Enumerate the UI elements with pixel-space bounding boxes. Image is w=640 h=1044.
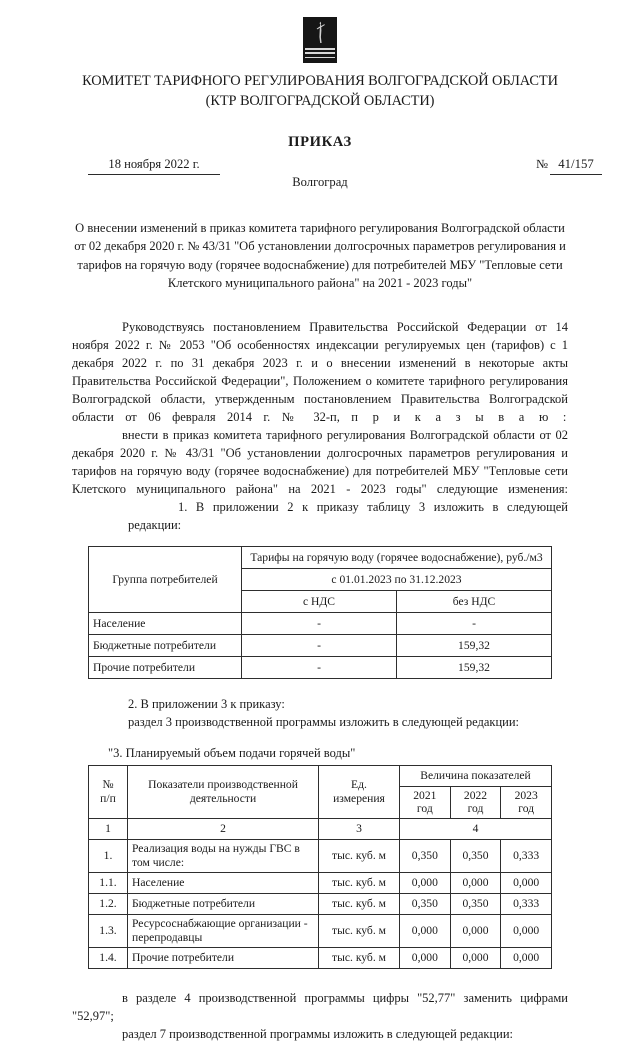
volume-row-no: 1.3. <box>89 915 128 948</box>
volume-row-2023: 0,333 <box>501 894 552 915</box>
volume-col-year-2023: 2023 год <box>501 786 552 819</box>
volume-row-name: Бюджетные потребители <box>128 894 319 915</box>
emblem-band <box>305 48 335 50</box>
volume-col-year-2022: 2022 год <box>450 786 501 819</box>
document-date: 18 ноября 2022 г. <box>88 157 220 175</box>
coat-of-arms-icon <box>303 17 337 63</box>
volume-row-unit: тыс. куб. м <box>319 915 400 948</box>
volume-row-2022: 0,000 <box>450 873 501 894</box>
organization-title <box>0 72 640 112</box>
tail-line-1: в разделе 4 производственной программы цифры "52,77" заменить цифрами <box>122 990 568 1005</box>
volume-col-values-header: Величина показателей <box>400 765 552 786</box>
tariff-col-period: с 01.01.2023 по 31.12.2023 <box>242 569 552 591</box>
tariff-row-group: Население <box>89 613 242 635</box>
volume-row-name: Прочие потребители <box>128 947 319 968</box>
volume-row-2023: 0,000 <box>501 915 552 948</box>
volume-col-name-line1: Показатели производственной <box>148 778 298 791</box>
volume-col-unit-header <box>319 765 400 819</box>
volume-row-2022: 0,000 <box>450 947 501 968</box>
section-3-title: "3. Планируемый объем подачи горячей воды" <box>108 745 356 760</box>
volume-row-unit: тыс. куб. м <box>319 947 400 968</box>
volume-row-no: 1.1. <box>89 873 128 894</box>
statue-figure-icon <box>316 21 325 48</box>
table-row <box>89 635 552 657</box>
volume-row-2022: 0,000 <box>450 915 501 948</box>
table-row <box>89 840 552 873</box>
volume-col-name-header <box>128 765 319 819</box>
tail-line-2: "52,97"; <box>72 1009 114 1024</box>
volume-col-unit-line2: измерения <box>333 791 385 805</box>
tariff-row-without-vat: - <box>397 613 552 635</box>
document-body <box>72 318 568 534</box>
volume-row-name: Реализация воды на нужды ГВС в том числе: <box>128 840 319 873</box>
tariff-row-with-vat: - <box>242 613 397 635</box>
table-row <box>89 613 552 635</box>
volume-row-2022: 0,350 <box>450 840 501 873</box>
body-paragraph-1-text: Руководствуясь постановлением Правительства Российской Федерации от 14 ноября 2022 г. № 2053 "Об особенностях индексации регулируемых цен (тарифов) с 1 декабря 2022 г. по 31 декабря 2023 г. и о внесении изменений в некоторые акты Правительства Российской Федерации", Положением о комитете тарифного регулирования Волгоградской области, утвержденным постановлением Правительства Волгоградской области от 06 февраля 2014 г. № 32-п, <box>72 320 568 425</box>
body-paragraph-1 <box>72 318 568 426</box>
document-meta-row <box>0 157 640 191</box>
volume-col-no-header <box>89 765 128 819</box>
document-kind-heading: ПРИКАЗ <box>288 133 352 150</box>
body-item-2-line2: раздел 3 производственной программы изложить в следующей редакции: <box>128 715 520 730</box>
volume-row-2021: 0,000 <box>400 947 451 968</box>
volume-row-no: 1.2. <box>89 894 128 915</box>
volume-row-name: Ресурсоснабжающие организации - перепродавцы <box>128 915 319 948</box>
volume-row-unit: тыс. куб. м <box>319 873 400 894</box>
document-item-2 <box>72 695 568 731</box>
table-row <box>89 657 552 679</box>
volume-col-no-line1: № <box>102 778 114 791</box>
tariff-col-without-vat: без НДС <box>397 591 552 613</box>
tariff-row-group: Бюджетные потребители <box>89 635 242 657</box>
volume-numbering-4: 4 <box>400 819 552 840</box>
tariff-col-with-vat: с НДС <box>242 591 397 613</box>
volume-row-2021: 0,350 <box>400 840 451 873</box>
organization-name-line1: КОМИТЕТ ТАРИФНОГО РЕГУЛИРОВАНИЯ ВОЛГОГРАДСКОЙ ОБЛАСТИ <box>82 73 558 89</box>
volume-col-name-line2: деятельности <box>189 791 257 805</box>
document-tail <box>72 989 568 1044</box>
volume-row-2022: 0,350 <box>450 894 501 915</box>
organization-name-line2: (КТР ВОЛГОГРАДСКОЙ ОБЛАСТИ) <box>205 92 435 109</box>
volume-col-no-line2: п/п <box>100 791 116 805</box>
volume-row-2023: 0,333 <box>501 840 552 873</box>
tail-line-3: раздел 7 производственной программы изложить в следующей редакции: <box>122 1027 514 1042</box>
volume-row-2023: 0,000 <box>501 947 552 968</box>
volume-table <box>88 765 552 969</box>
table-header-row <box>89 765 552 786</box>
table-row <box>89 915 552 948</box>
tariff-row-group: Прочие потребители <box>89 657 242 679</box>
document-city: Волгоград <box>292 174 348 189</box>
table-row <box>89 873 552 894</box>
volume-row-2023: 0,000 <box>501 873 552 894</box>
table-numbering-row <box>89 819 552 840</box>
volume-row-name: Население <box>128 873 319 894</box>
table-row <box>89 894 552 915</box>
document-subject: О внесении изменений в приказ комитета тарифного регулирования Волгоградской области от 02 декабря 2020 г. № 43/31 "Об установлении долгосрочных параметров регулирования и тарифов на горячую воду (горячее водоснабжение) для потребителей МБУ "Тепловые сети Клетского муниципального района" на 2021 - 2023 годы" <box>74 220 566 290</box>
emblem-band <box>305 52 335 54</box>
tariff-row-with-vat: - <box>242 657 397 679</box>
volume-col-year-2021: 2021 год <box>400 786 451 819</box>
volume-row-unit: тыс. куб. м <box>319 840 400 873</box>
volume-row-unit: тыс. куб. м <box>319 894 400 915</box>
tariff-row-with-vat: - <box>242 635 397 657</box>
order-keyword: п р и к а з ы в а ю : <box>351 410 568 425</box>
volume-numbering-1: 1 <box>89 819 128 840</box>
volume-row-no: 1. <box>89 840 128 873</box>
volume-row-no: 1.4. <box>89 947 128 968</box>
emblem-band <box>305 57 335 58</box>
body-item-2-line1: 2. В приложении 3 к приказу: <box>128 697 285 712</box>
volume-row-2021: 0,000 <box>400 915 451 948</box>
table-header-row <box>89 547 552 569</box>
document-number-label: № <box>535 156 548 171</box>
volume-row-2021: 0,350 <box>400 894 451 915</box>
emblem-container <box>0 0 640 63</box>
body-paragraph-2: внести в приказ комитета тарифного регулирования Волгоградской области от 02 декабря 2020 г. № 43/31 "Об установлении долгосрочных параметров регулирования и тарифов на горячую воду (горячее водоснабжение) для потребителей МБУ "Тепловые сети Клетского муниципального района" на 2021 - 2023 годы" следующие изменения: <box>72 428 568 497</box>
volume-col-unit-line1: Ед. <box>351 778 367 791</box>
tariff-col-group-header: Группа потребителей <box>89 547 242 613</box>
table-row <box>89 947 552 968</box>
tariff-col-tariffs-title: Тарифы на горячую воду (горячее водоснабжение), руб./м3 <box>242 547 552 569</box>
body-item-1: 1. В приложении 2 к приказу таблицу 3 изложить в следующей редакции: <box>128 500 568 533</box>
tariff-row-without-vat: 159,32 <box>397 657 552 679</box>
volume-numbering-2: 2 <box>128 819 319 840</box>
tariff-table <box>88 546 552 679</box>
document-number-value: 41/157 <box>550 157 602 175</box>
tariff-row-without-vat: 159,32 <box>397 635 552 657</box>
volume-row-2021: 0,000 <box>400 873 451 894</box>
volume-numbering-3: 3 <box>319 819 400 840</box>
